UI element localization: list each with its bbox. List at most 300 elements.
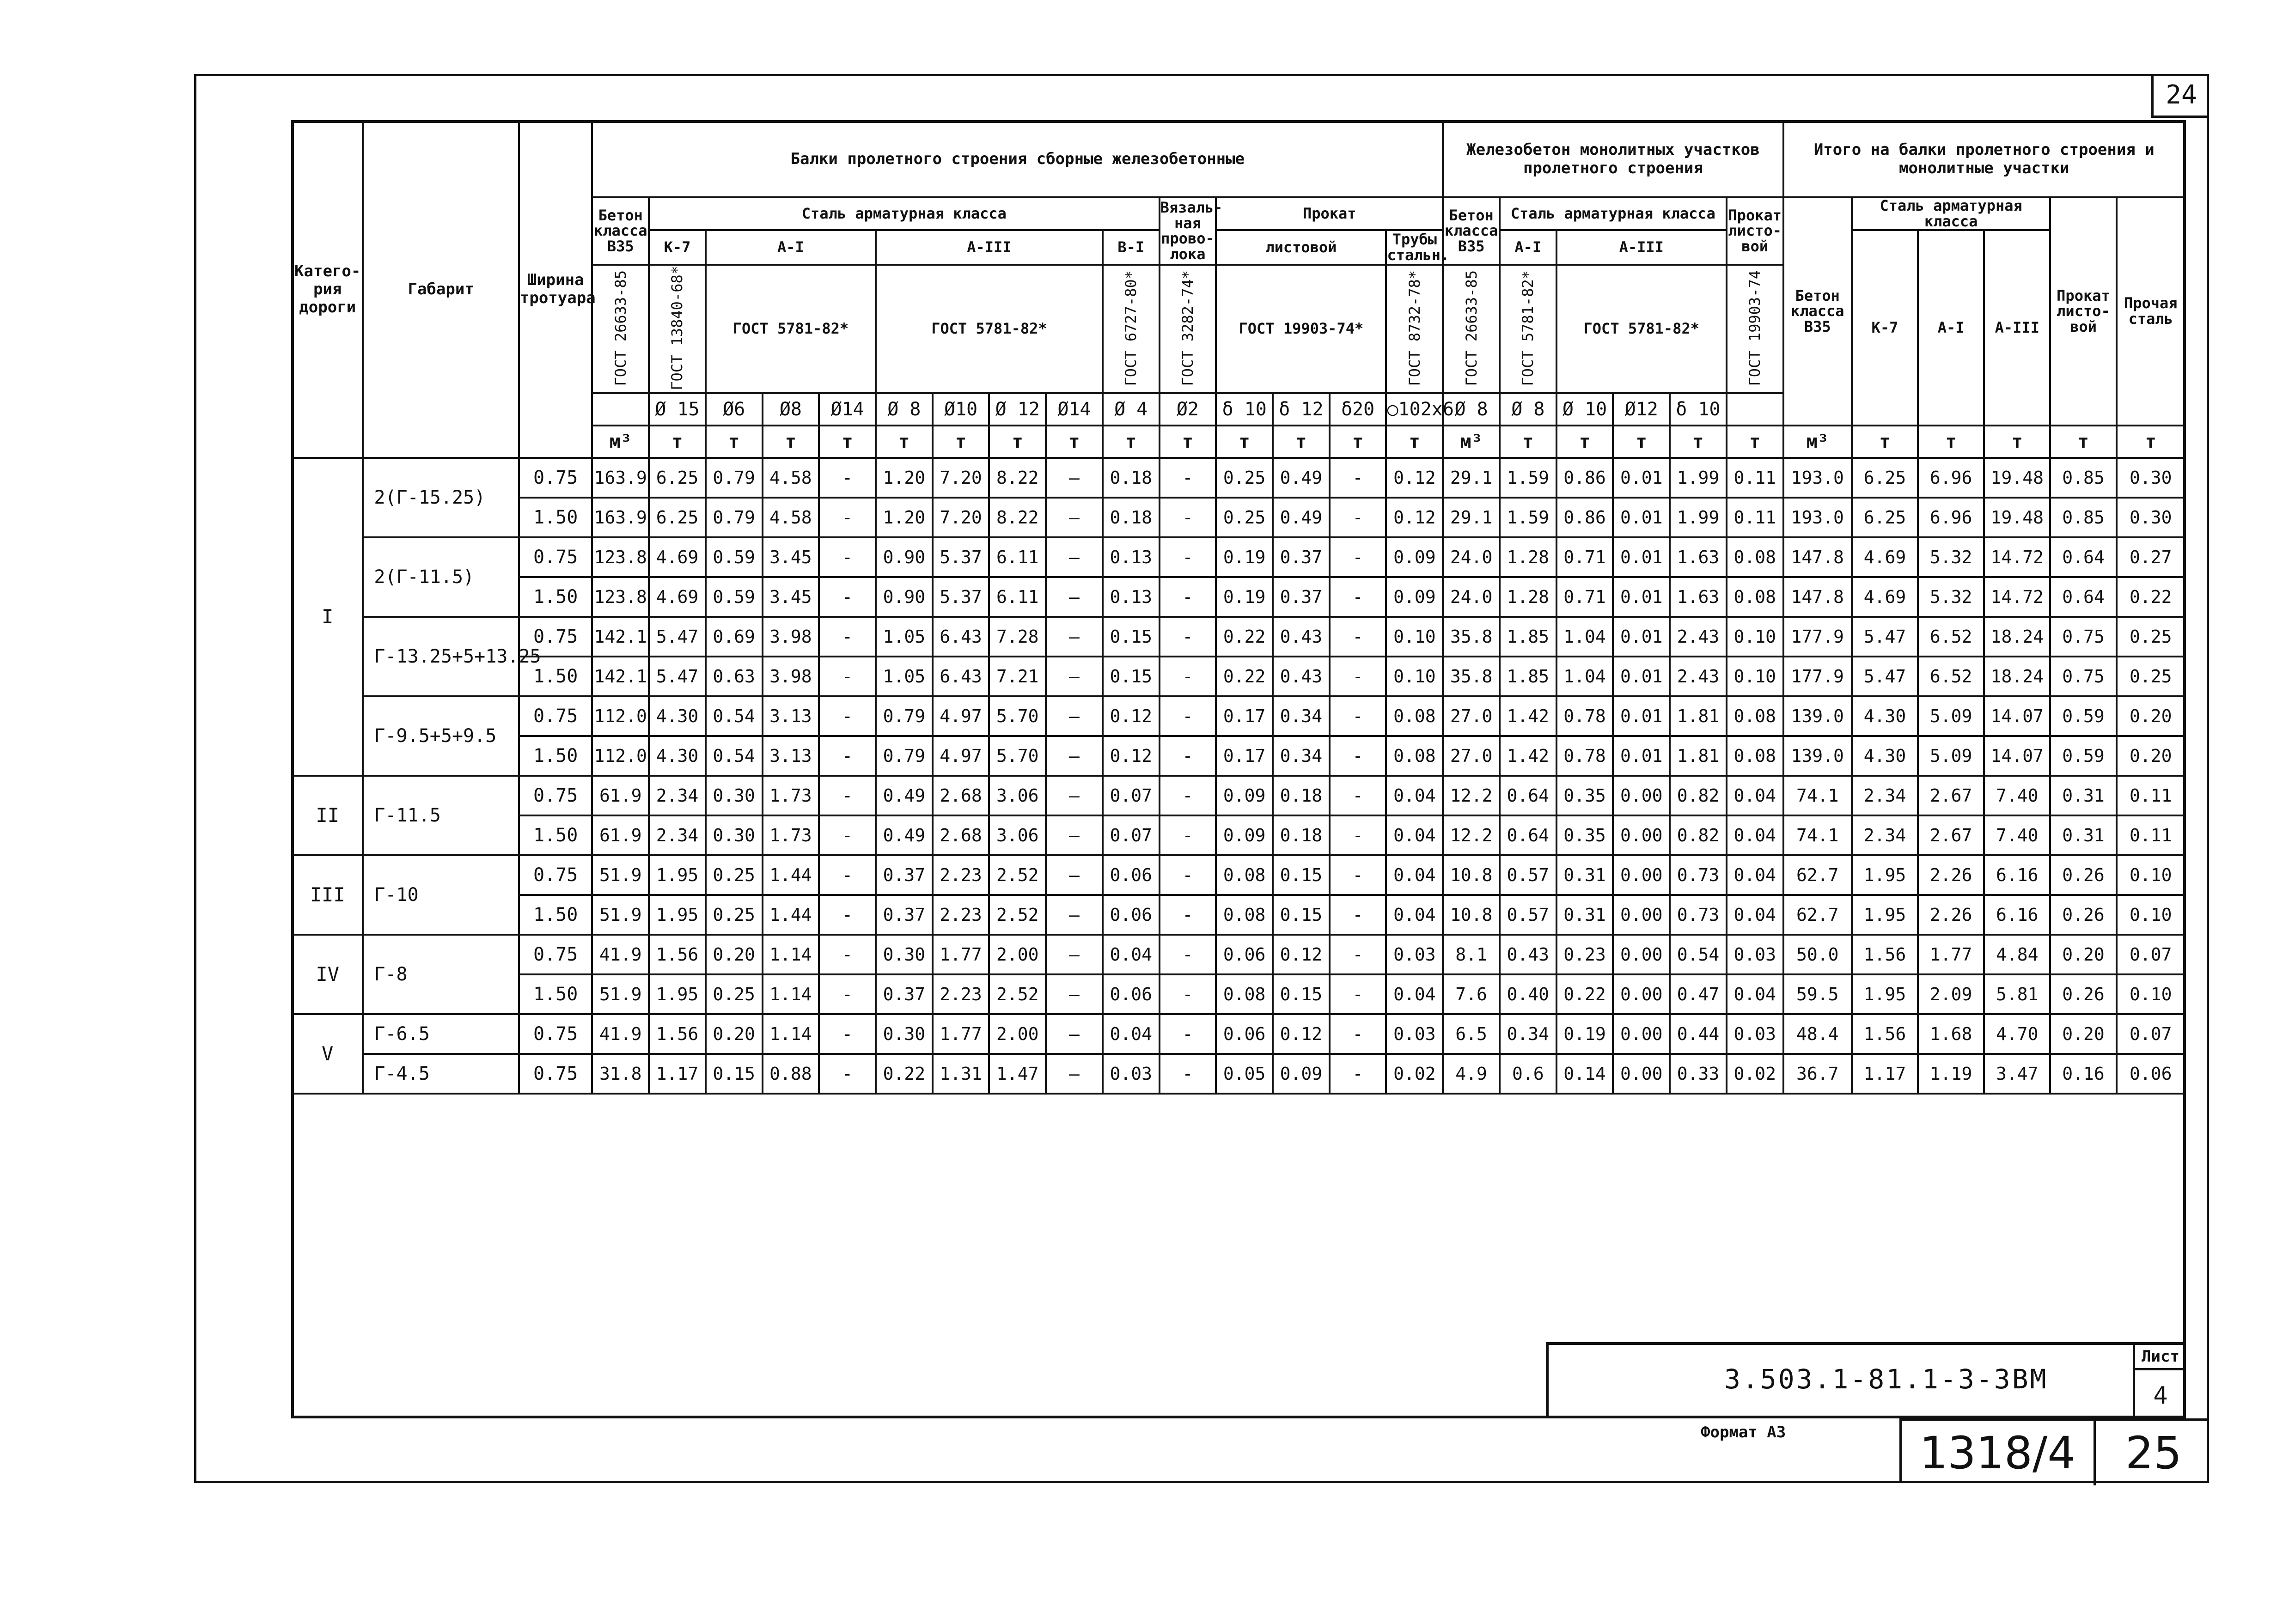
value-cell: 3.98 [763,657,819,696]
value-cell: 0.64 [1500,776,1556,815]
class-a3-monolith: А-III [1556,230,1727,265]
value-cell: 0.08 [1216,855,1273,895]
value-cell: 0.22 [1216,617,1273,657]
value-cell: 1.20 [876,498,933,537]
value-cell: 142.1 [592,617,649,657]
value-cell: 0.03 [1386,935,1443,974]
value-cell: 1.31 [933,1054,989,1094]
value-cell: - [819,1054,876,1094]
value-cell: 0.18 [1103,498,1160,537]
unit-cell: т [1046,426,1103,458]
value-cell: - [819,895,876,935]
value-cell: – [1046,617,1103,657]
value-cell: - [1330,815,1386,855]
unit-cell: т [2050,426,2116,458]
unit-cell: т [876,426,933,458]
value-cell: 2.09 [1918,974,1984,1014]
value-cell: 1.14 [763,974,819,1014]
value-cell: 0.12 [1386,458,1443,498]
value-cell: 0.09 [1386,577,1443,617]
sidewalk-cell: 1.50 [519,815,592,855]
value-cell: 0.11 [2117,776,2185,815]
value-cell: 0.64 [2050,577,2116,617]
value-cell: - [1160,458,1216,498]
value-cell: 0.44 [1670,1014,1727,1054]
value-cell: - [1330,537,1386,577]
gabarit-cell: 2(Г-11.5) [363,537,519,617]
value-cell: 0.37 [876,974,933,1014]
class-a1-total: А-I [1918,230,1984,426]
value-cell: 3.06 [989,815,1046,855]
value-cell: - [1160,657,1216,696]
value-cell: 142.1 [592,657,649,696]
value-cell: 1.77 [933,935,989,974]
value-cell: 36.7 [1783,1054,1852,1094]
value-cell: 0.6 [1500,1054,1556,1094]
value-cell: 0.26 [2050,895,2116,935]
value-cell: 0.02 [1386,1054,1443,1094]
gost-19903-monolith: ГОСТ 19903-74 [1727,265,1783,393]
value-cell: 0.30 [876,1014,933,1054]
value-cell: 0.09 [1386,537,1443,577]
value-cell: 2.00 [989,1014,1046,1054]
value-cell: 0.31 [2050,776,2116,815]
gost-5781-monolith-a1: ГОСТ 5781-82* [1500,265,1556,393]
value-cell: 0.15 [1103,657,1160,696]
value-cell: 0.88 [763,1054,819,1094]
value-cell: - [1330,617,1386,657]
value-cell: - [1330,657,1386,696]
value-cell: 7.40 [1984,776,2050,815]
value-cell: 0.57 [1500,855,1556,895]
value-cell: - [1160,1014,1216,1054]
value-cell: 5.32 [1918,537,1984,577]
gost-19903: ГОСТ 19903-74* [1216,265,1386,393]
value-cell: 4.9 [1443,1054,1500,1094]
value-cell: 4.70 [1984,1014,2050,1054]
table-row [292,657,2185,696]
value-cell: 1.17 [1852,1054,1918,1094]
unit-cell: т [1727,426,1783,458]
class-k7-total: К-7 [1852,230,1918,426]
unit-cell: т [2117,426,2185,458]
title-block [1546,1342,2186,1418]
value-cell: 41.9 [592,1014,649,1054]
value-cell: 0.59 [706,577,763,617]
value-cell: 2.34 [1852,776,1918,815]
value-cell: 0.47 [1670,974,1727,1014]
value-cell: 0.15 [1273,895,1330,935]
value-cell: 6.5 [1443,1014,1500,1054]
value-cell: - [819,498,876,537]
value-cell: 19.48 [1984,498,2050,537]
table-row [292,458,2185,498]
value-cell: 0.04 [1727,776,1783,815]
value-cell: - [819,776,876,815]
value-cell: 0.59 [2050,736,2116,776]
value-cell: 0.33 [1670,1054,1727,1094]
value-cell: 12.2 [1443,815,1500,855]
value-cell: 1.05 [876,617,933,657]
value-cell: 139.0 [1783,736,1852,776]
col-header-sidewalk: Ширина тротуара [519,121,592,458]
value-cell: 35.8 [1443,617,1500,657]
value-cell: 1.95 [1852,974,1918,1014]
value-cell: 4.30 [649,736,706,776]
value-cell: 0.08 [1727,736,1783,776]
value-cell: 7.21 [989,657,1046,696]
header-steel-class: Сталь арматурная класса [649,197,1159,230]
value-cell: 1.44 [763,895,819,935]
value-cell: 0.09 [1216,776,1273,815]
table-row [292,577,2185,617]
col-header-category: Катего-рия дороги [292,121,363,458]
value-cell: - [1330,935,1386,974]
value-cell: 0.10 [2117,974,2185,1014]
value-cell: - [1330,1014,1386,1054]
value-cell: 0.07 [1103,815,1160,855]
gabarit-cell: Г-13.25+5+13.25 [363,617,519,696]
value-cell: 0.31 [1556,855,1613,895]
diameter-cell: Ø14 [819,393,876,426]
value-cell: - [1160,736,1216,776]
value-cell: 14.72 [1984,537,2050,577]
value-cell: 1.56 [649,1014,706,1054]
value-cell: 24.0 [1443,577,1500,617]
value-cell: 1.95 [649,974,706,1014]
value-cell: 0.64 [1500,815,1556,855]
value-cell: 4.30 [1852,696,1918,736]
class-a1-monolith: А-I [1500,230,1556,265]
value-cell: 0.25 [1216,458,1273,498]
gost-3282: ГОСТ 3282-74* [1160,265,1216,393]
value-cell: 0.34 [1273,696,1330,736]
value-cell: 0.43 [1273,657,1330,696]
value-cell: 0.17 [1216,696,1273,736]
value-cell: 5.70 [989,736,1046,776]
sidewalk-cell: 1.50 [519,736,592,776]
value-cell: - [819,657,876,696]
value-cell: - [819,617,876,657]
value-cell: 0.79 [876,696,933,736]
header-beton-monolith: Бетон класса В35 [1443,197,1500,265]
diameter-cell: Ø14 [1046,393,1103,426]
value-cell: 0.17 [1216,736,1273,776]
value-cell: 0.25 [706,895,763,935]
value-cell: - [1160,855,1216,895]
table-row [292,617,2185,657]
class-v1: В-I [1103,230,1160,265]
group-header-beams: Балки пролетного строения сборные железобетонные [592,121,1443,197]
value-cell: 29.1 [1443,458,1500,498]
value-cell: 0.43 [1273,617,1330,657]
value-cell: 0.11 [2117,815,2185,855]
value-cell: 7.40 [1984,815,2050,855]
value-cell: 0.19 [1216,537,1273,577]
value-cell: – [1046,657,1103,696]
value-cell: - [1160,537,1216,577]
prokat-sheet-label: листовой [1216,230,1386,265]
value-cell: 0.03 [1103,1054,1160,1094]
value-cell: 0.06 [2117,1054,2185,1094]
value-cell: 112.0 [592,736,649,776]
value-cell: 0.75 [2050,657,2116,696]
value-cell: 112.0 [592,696,649,736]
value-cell: - [819,815,876,855]
value-cell: - [1160,776,1216,815]
value-cell: 14.72 [1984,577,2050,617]
value-cell: 0.49 [1273,498,1330,537]
unit-cell: т [649,426,706,458]
group-header-monolith: Железобетон монолитных участков пролетного строения [1443,121,1783,197]
value-cell: 4.69 [649,577,706,617]
value-cell: - [819,537,876,577]
value-cell: 3.06 [989,776,1046,815]
class-a3: А-III [876,230,1103,265]
value-cell: - [1330,1054,1386,1094]
category-cell: III [292,855,363,935]
value-cell: 0.06 [1103,974,1160,1014]
value-cell: 2.23 [933,974,989,1014]
value-cell: – [1046,696,1103,736]
value-cell: 0.04 [1103,935,1160,974]
diameter-cell: δ 12 [1273,393,1330,426]
value-cell: 177.9 [1783,657,1852,696]
value-cell: 0.30 [706,815,763,855]
value-cell: 51.9 [592,895,649,935]
value-cell: 0.13 [1103,577,1160,617]
value-cell: 1.73 [763,815,819,855]
value-cell: - [819,736,876,776]
value-cell: 0.64 [2050,537,2116,577]
value-cell: 3.45 [763,577,819,617]
value-cell: 0.01 [1613,537,1670,577]
sidewalk-cell: 0.75 [519,1014,592,1054]
value-cell: 193.0 [1783,498,1852,537]
value-cell: – [1046,537,1103,577]
value-cell: 1.28 [1500,577,1556,617]
document-code: 3.503.1-81.1-3-3ВМ [1724,1363,2048,1395]
header-prokat: Прокат [1216,197,1443,230]
value-cell: - [819,696,876,736]
value-cell: 14.07 [1984,696,2050,736]
value-cell: 1.95 [649,855,706,895]
unit-cell: т [1216,426,1273,458]
value-cell: 27.0 [1443,736,1500,776]
diameter-cell: Ø2 [1160,393,1216,426]
value-cell: 0.12 [1273,935,1330,974]
value-cell: 62.7 [1783,855,1852,895]
value-cell: - [1330,696,1386,736]
value-cell: - [1160,815,1216,855]
value-cell: 0.79 [706,458,763,498]
value-cell: - [1330,458,1386,498]
table-row [292,736,2185,776]
sidewalk-cell: 0.75 [519,855,592,895]
table-row [292,895,2185,935]
value-cell: 4.58 [763,458,819,498]
value-cell: 0.90 [876,577,933,617]
value-cell: 0.49 [1273,458,1330,498]
value-cell: 35.8 [1443,657,1500,696]
value-cell: 0.18 [1103,458,1160,498]
value-cell: 0.69 [706,617,763,657]
diameter-cell: Ø6 [706,393,763,426]
table-row [292,537,2185,577]
page-corner-number: 24 [2151,74,2209,118]
value-cell: 4.69 [1852,577,1918,617]
value-cell: 2.26 [1918,855,1984,895]
value-cell: 0.22 [1556,974,1613,1014]
value-cell: 59.5 [1783,974,1852,1014]
value-cell: 1.99 [1670,498,1727,537]
value-cell: 1.05 [876,657,933,696]
value-cell: 193.0 [1783,458,1852,498]
value-cell: 1.19 [1918,1054,1984,1094]
table-row [292,935,2185,974]
value-cell: 0.07 [2117,1014,2185,1054]
value-cell: 61.9 [592,815,649,855]
value-cell: 0.75 [2050,617,2116,657]
value-cell: - [1160,577,1216,617]
value-cell: - [1160,974,1216,1014]
value-cell: 74.1 [1783,815,1852,855]
unit-cell: т [1386,426,1443,458]
value-cell: 0.78 [1556,696,1613,736]
value-cell: 0.04 [1386,895,1443,935]
sheet-number: 4 [2133,1370,2186,1421]
value-cell: 0.35 [1556,815,1613,855]
value-cell: 2.43 [1670,617,1727,657]
value-cell: 1.59 [1500,498,1556,537]
value-cell: 0.12 [1103,736,1160,776]
value-cell: 0.04 [1727,895,1783,935]
value-cell: - [1330,577,1386,617]
value-cell: 0.86 [1556,498,1613,537]
value-cell: 3.98 [763,617,819,657]
value-cell: 6.25 [649,498,706,537]
value-cell: 10.8 [1443,895,1500,935]
value-cell: – [1046,895,1103,935]
value-cell: 0.00 [1613,855,1670,895]
value-cell: 0.18 [1273,815,1330,855]
value-cell: 0.37 [876,855,933,895]
value-cell: 1.14 [763,935,819,974]
value-cell: 0.59 [706,537,763,577]
value-cell: 0.37 [1273,577,1330,617]
value-cell: 147.8 [1783,577,1852,617]
value-cell: 1.47 [989,1054,1046,1094]
value-cell: – [1046,1054,1103,1094]
gabarit-cell: 2(Г-15.25) [363,458,519,537]
value-cell: 0.09 [1216,815,1273,855]
value-cell: 1.42 [1500,736,1556,776]
value-cell: - [1160,895,1216,935]
value-cell: 4.58 [763,498,819,537]
value-cell: 31.8 [592,1054,649,1094]
value-cell: 0.15 [706,1054,763,1094]
diameter-cell: Ø 12 [989,393,1046,426]
table-row [292,776,2185,815]
value-cell: 0.30 [706,776,763,815]
value-cell: 6.43 [933,617,989,657]
value-cell: 0.54 [706,696,763,736]
class-k7: К-7 [649,230,706,265]
value-cell: 0.05 [1216,1054,1273,1094]
value-cell: 1.95 [649,895,706,935]
value-cell: 0.12 [1103,696,1160,736]
value-cell: - [1330,855,1386,895]
inventory-block [1899,1418,2209,1483]
value-cell: 163.9 [592,458,649,498]
value-cell: 0.10 [1727,617,1783,657]
sidewalk-cell: 0.75 [519,696,592,736]
value-cell: 139.0 [1783,696,1852,736]
value-cell: 0.20 [2117,696,2185,736]
value-cell: 0.26 [2050,855,2116,895]
group-header-total: Итого на балки пролетного строения и монолитные участки [1783,121,2185,197]
gost-5781-monolith-a3: ГОСТ 5781-82* [1556,265,1727,393]
value-cell: 6.96 [1918,458,1984,498]
value-cell: 2.34 [1852,815,1918,855]
value-cell: 0.07 [1103,776,1160,815]
value-cell: 1.04 [1556,617,1613,657]
value-cell: 24.0 [1443,537,1500,577]
value-cell: 0.27 [2117,537,2185,577]
value-cell: 0.01 [1613,696,1670,736]
value-cell: 0.86 [1556,458,1613,498]
value-cell: 0.22 [876,1054,933,1094]
value-cell: 1.63 [1670,577,1727,617]
diameter-cell: Ø 8 [876,393,933,426]
value-cell: 51.9 [592,974,649,1014]
category-cell: V [292,1014,363,1094]
value-cell: 1.14 [763,1014,819,1054]
unit-cell: т [1918,426,1984,458]
value-cell: 1.63 [1670,537,1727,577]
value-cell: 1.56 [649,935,706,974]
value-cell: 7.20 [933,458,989,498]
header-other-steel: Прочая сталь [2117,197,2185,426]
value-cell: 6.11 [989,577,1046,617]
value-cell: – [1046,498,1103,537]
value-cell: 0.07 [2117,935,2185,974]
value-cell: 0.00 [1613,895,1670,935]
value-cell: 5.37 [933,577,989,617]
value-cell: 0.15 [1103,617,1160,657]
value-cell: 1.56 [1852,935,1918,974]
value-cell: - [819,855,876,895]
sidewalk-cell: 0.75 [519,776,592,815]
value-cell: 5.47 [649,657,706,696]
unit-cell: т [1160,426,1216,458]
value-cell: 7.20 [933,498,989,537]
gabarit-cell: Г-10 [363,855,519,935]
value-cell: 1.99 [1670,458,1727,498]
value-cell: 0.30 [2117,458,2185,498]
value-cell: 6.43 [933,657,989,696]
value-cell: 0.85 [2050,498,2116,537]
value-cell: 5.47 [649,617,706,657]
sidewalk-cell: 0.75 [519,1054,592,1094]
value-cell: 1.20 [876,458,933,498]
value-cell: 0.57 [1500,895,1556,935]
value-cell: 1.77 [1918,935,1984,974]
value-cell: 8.1 [1443,935,1500,974]
value-cell: 0.11 [1727,458,1783,498]
gabarit-cell: Г-11.5 [363,776,519,855]
value-cell: 0.26 [2050,974,2116,1014]
